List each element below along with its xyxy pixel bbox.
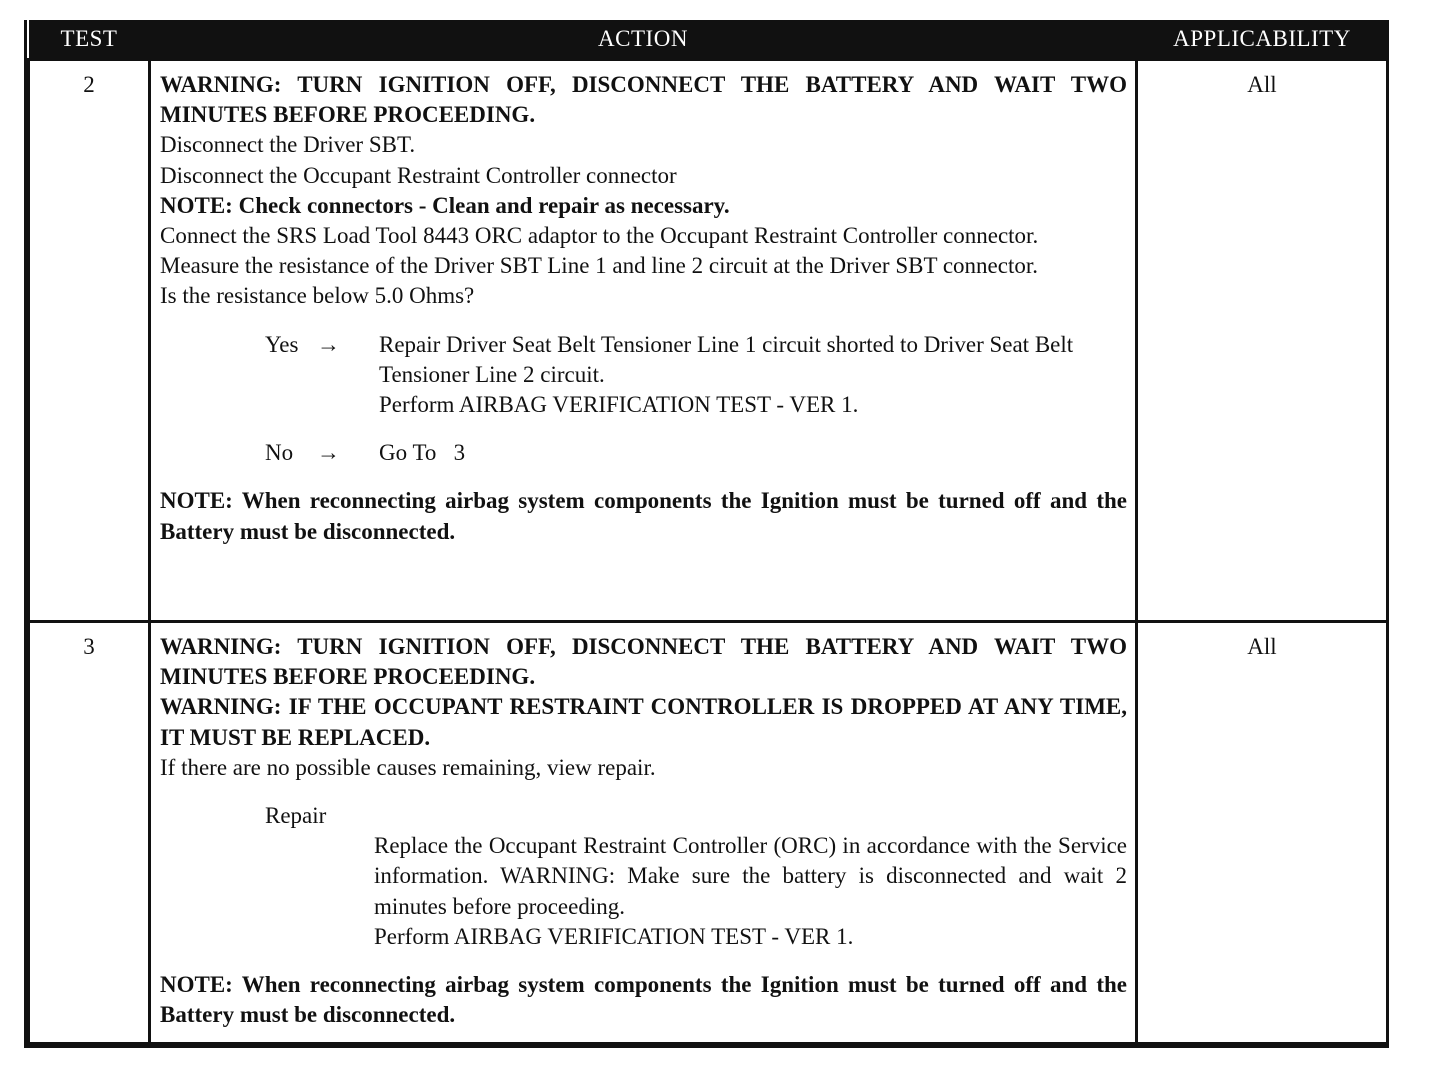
repair-text: Replace the Occupant Restraint Controller (ORC) in accordance with the Service information. WARNING: Make sure the battery is disconnected and wait 2 minutes before proceeding. <box>374 833 1127 919</box>
warning-text: WARNING: TURN IGNITION OFF, DISCONNECT THE BATTERY AND WAIT TWO MINUTES BEFORE PROCEEDING. <box>160 634 1127 690</box>
step-text: Disconnect the Driver SBT. <box>160 132 416 158</box>
table-row-test-2 <box>29 60 1388 622</box>
action-cell <box>150 60 1137 622</box>
table-row-test-3 <box>29 622 1388 1044</box>
no-label: No <box>265 440 294 466</box>
header-applicability: APPLICABILITY <box>1137 20 1388 60</box>
warning-text: WARNING: TURN IGNITION OFF, DISCONNECT THE BATTERY AND WAIT TWO MINUTES BEFORE PROCEEDING. <box>160 72 1127 128</box>
step-text: Disconnect the Occupant Restraint Controller connector <box>160 162 677 188</box>
no-result: Go To 3 <box>379 440 466 466</box>
yes-branch <box>265 330 1127 421</box>
test-number: 3 <box>29 622 150 1044</box>
step-text: Connect the SRS Load Tool 8443 ORC adaptor to the Occupant Restraint Controller connector. <box>160 223 1039 249</box>
header-action: ACTION <box>150 20 1137 60</box>
test-number: 2 <box>29 60 150 622</box>
arrow-icon: → <box>317 331 340 357</box>
warning-text: WARNING: IF THE OCCUPANT RESTRAINT CONTROLLER IS DROPPED AT ANY TIME, IT MUST BE REPLACED. <box>160 694 1127 750</box>
yes-label: Yes <box>265 331 299 357</box>
test-table <box>27 20 1389 1045</box>
yes-result-text: Repair Driver Seat Belt Tensioner Line 1 circuit shorted to Driver Seat Belt Tensioner Line 2 circuit. <box>379 331 1074 387</box>
applicability-value: All <box>1137 622 1388 1044</box>
header-row <box>29 20 1388 60</box>
no-branch <box>265 438 1127 468</box>
header-test: TEST <box>29 20 150 60</box>
repair-perform: Perform AIRBAG VERIFICATION TEST - VER 1. <box>374 923 854 949</box>
repair-body <box>374 831 1127 952</box>
yes-result <box>379 330 1127 421</box>
note-text: NOTE: When reconnecting airbag system components the Ignition must be turned off and the Battery must be disconnected. <box>160 488 1127 544</box>
question-text: Is the resistance below 5.0 Ohms? <box>160 283 475 309</box>
step-text: Measure the resistance of the Driver SBT Line 1 and line 2 circuit at the Driver SBT connector. <box>160 253 1038 279</box>
note-text: NOTE: When reconnecting airbag system components the Ignition must be turned off and the Battery must be disconnected. <box>160 972 1127 1028</box>
yes-result-perform: Perform AIRBAG VERIFICATION TEST - VER 1. <box>379 392 859 418</box>
action-cell <box>150 622 1137 1044</box>
info-text: If there are no possible causes remaining, view repair. <box>160 754 656 780</box>
repair-label: Repair <box>265 803 327 829</box>
arrow-icon: → <box>317 440 340 466</box>
note-text: NOTE: Check connectors - Clean and repair as necessary. <box>160 192 730 218</box>
applicability-value: All <box>1137 60 1388 622</box>
diagnostic-table <box>24 20 1389 1048</box>
